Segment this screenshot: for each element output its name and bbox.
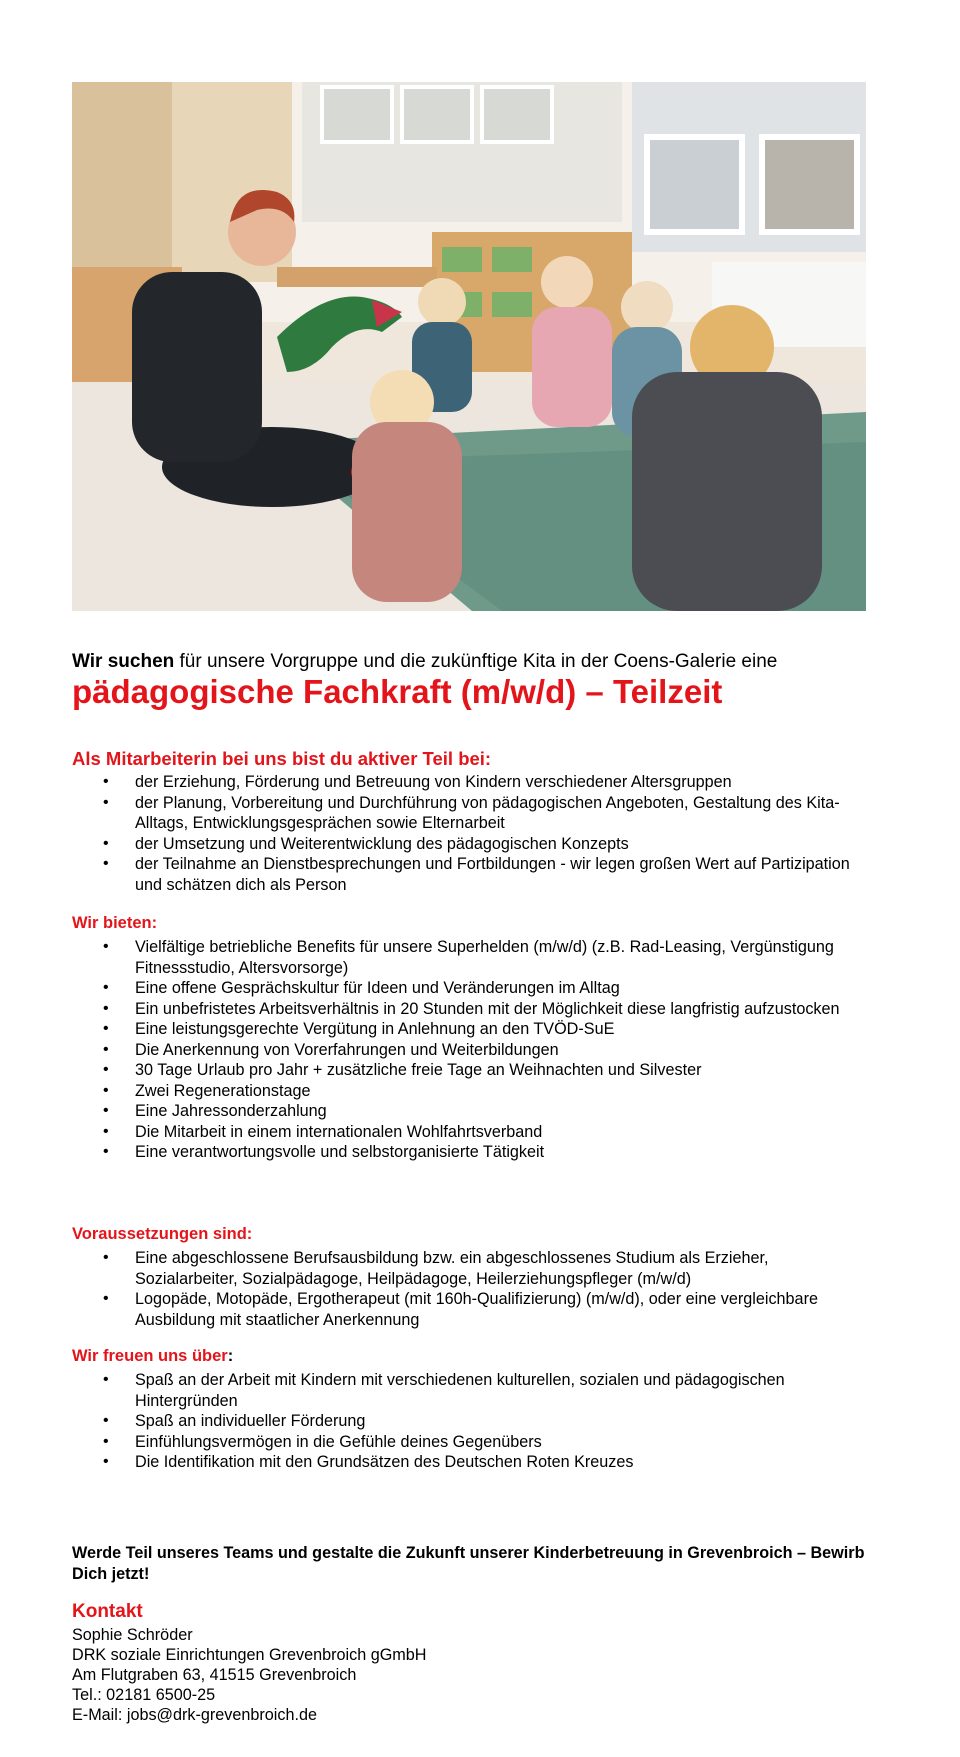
kontakt-org: DRK soziale Einrichtungen Grevenbroich gGmbH — [72, 1646, 427, 1664]
list-item: • Einfühlungsvermögen in die Gefühle deines Gegenübers — [72, 1432, 872, 1453]
call-to-action: Werde Teil unseres Teams und gestalte die Zukunft unserer Kinderbetreuung in Grevenbroich – Bewirb Dich jetzt! — [72, 1544, 865, 1583]
job-headline: pädagogische Fachkraft (m/w/d) – Teilzeit — [72, 673, 723, 710]
intro-bold: Wir suchen — [72, 651, 175, 672]
list-item: • Logopäde, Motopäde, Ergotherapeut (mit 160h-Qualifizierung) (m/w/d), oder eine vergleichbare Ausbildung mit staatlicher Anerkennung — [72, 1289, 872, 1330]
list-item: • Die Identifikation mit den Grundsätzen des Deutschen Roten Kreuzes — [72, 1452, 872, 1473]
list-item: • 30 Tage Urlaub pro Jahr + zusätzliche freie Tage an Weihnachten und Silvester — [72, 1060, 872, 1081]
list-item: • Eine leistungsgerechte Vergütung in Anlehnung an den TVÖD-SuE — [72, 1019, 872, 1040]
list-item: • Die Anerkennung von Vorerfahrungen und Weiterbildungen — [72, 1040, 872, 1061]
list-item: • Vielfältige betriebliche Benefits für unsere Superhelden (m/w/d) (z.B. Rad-Leasing, Vergünstigung Fitnessstudio, Altersvorsorge) — [72, 937, 872, 978]
section-title-nice-to-have — [72, 1347, 233, 1366]
kontakt-name: Sophie Schröder — [72, 1626, 193, 1644]
section-title-tasks: Als Mitarbeiterin bei uns bist du aktiver Teil bei: — [72, 748, 492, 769]
list-item: • Die Mitarbeit in einem internationalen Wohlfahrtsverband — [72, 1122, 872, 1143]
requirements-list — [72, 1248, 872, 1330]
kontakt-title: Kontakt — [72, 1601, 143, 1622]
section-title-benefits: Wir bieten: — [72, 914, 158, 932]
list-item: • Zwei Regenerationstage — [72, 1081, 872, 1102]
list-item: • Eine offene Gesprächskultur für Ideen und Veränderungen im Alltag — [72, 978, 872, 999]
benefits-list — [72, 937, 872, 1163]
kontakt-email[interactable]: E-Mail: jobs@drk-grevenbroich.de — [72, 1706, 317, 1724]
list-item: • Ein unbefristetes Arbeitsverhältnis in 20 Stunden mit der Möglichkeit diese langfristig aufzustocken — [72, 999, 872, 1020]
list-item: • der Erziehung, Förderung und Betreuung von Kindern verschiedener Altersgruppen — [72, 772, 872, 793]
list-item: • Eine Jahressonderzahlung — [72, 1101, 872, 1122]
intro-rest: für unsere Vorgruppe und die zukünftige Kita in der Coens-Galerie eine — [174, 651, 778, 672]
list-item: • Eine abgeschlossene Berufsausbildung bzw. ein abgeschlossenes Studium als Erzieher, Sozialarbeiter, Sozialpädagoge, Heilpädagoge, Heilerziehungspfleger (m/w/d) — [72, 1248, 872, 1289]
kontakt-tel: Tel.: 02181 6500-25 — [72, 1686, 216, 1704]
kontakt-block — [72, 1625, 427, 1725]
tasks-list — [72, 772, 872, 895]
kontakt-address: Am Flutgraben 63, 41515 Grevenbroich — [72, 1666, 357, 1684]
kita-photo-image — [72, 82, 866, 611]
list-item: • Spaß an der Arbeit mit Kindern mit verschiedenen kulturellen, sozialen und pädagogischen Hintergründen — [72, 1370, 872, 1411]
section4-title-text: Wir freuen uns über — [72, 1347, 228, 1365]
section4-title-colon: : — [227, 1347, 234, 1365]
list-item: • Eine verantwortungsvolle und selbstorganisierte Tätigkeit — [72, 1142, 872, 1163]
list-item: • der Planung, Vorbereitung und Durchführung von pädagogischen Angeboten, Gestaltung des Kita-Alltags, Entwicklungsgesprächen sowie Elternarbeit — [72, 793, 872, 834]
list-item: • der Umsetzung und Weiterentwicklung des pädagogischen Konzepts — [72, 834, 872, 855]
list-item: • der Teilnahme an Dienstbesprechungen und Fortbildungen - wir legen großen Wert auf Partizipation und schätzen dich als Person — [72, 854, 872, 895]
list-item: • Spaß an individueller Förderung — [72, 1411, 872, 1432]
nice-to-have-list — [72, 1370, 872, 1473]
section-title-requirements: Voraussetzungen sind: — [72, 1225, 253, 1243]
intro-line — [72, 651, 777, 673]
